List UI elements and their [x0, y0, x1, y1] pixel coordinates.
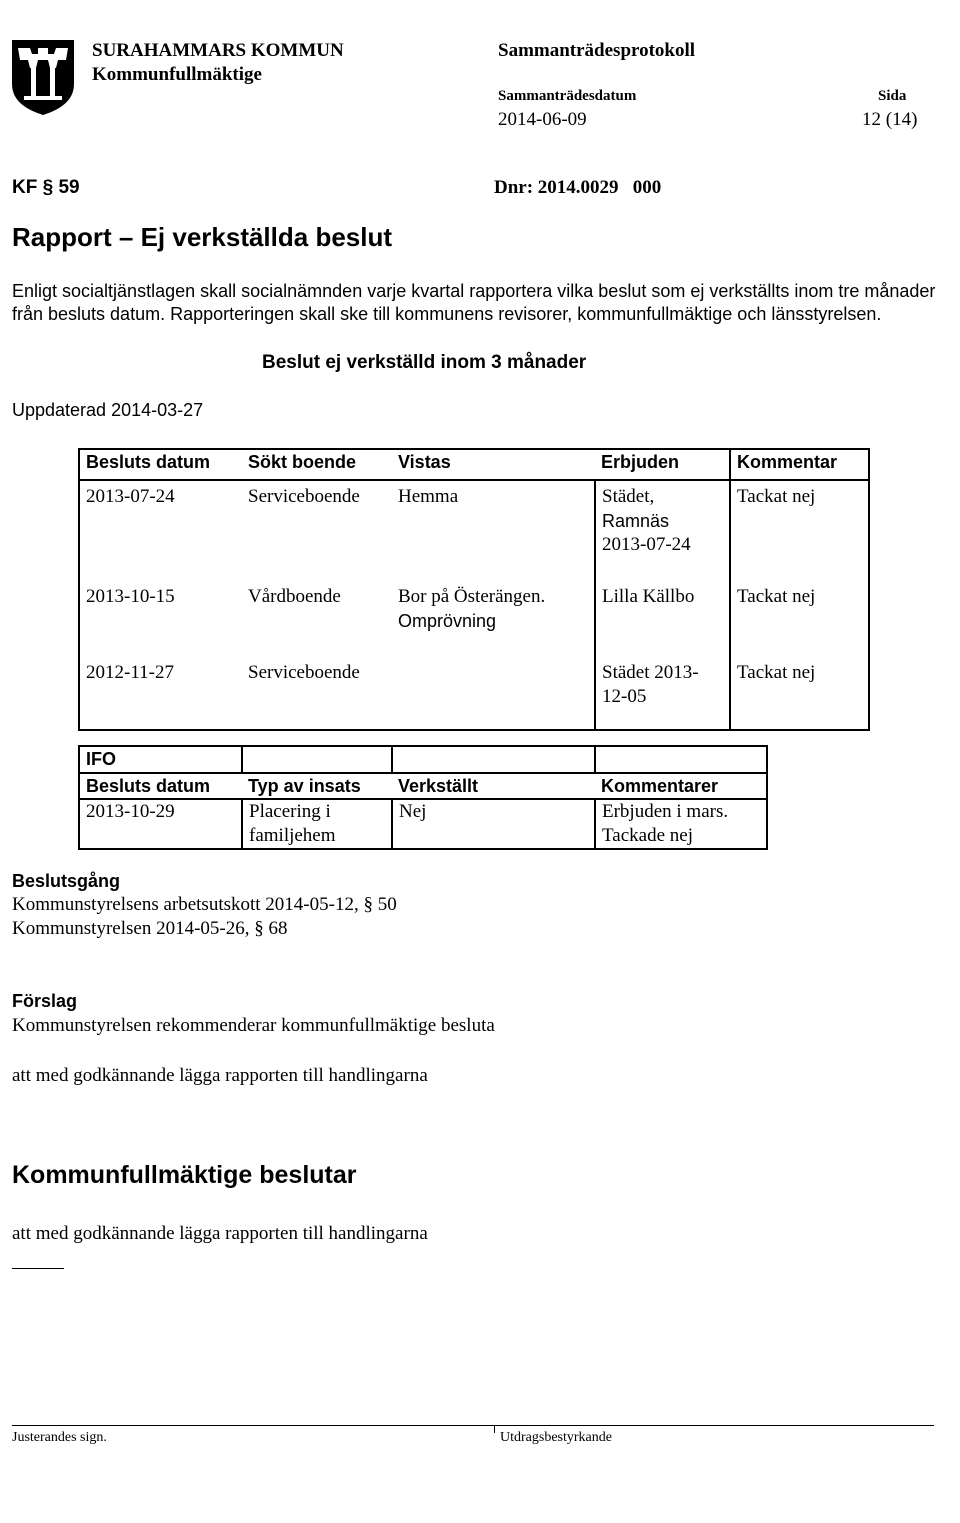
- cell-line: Omprövning: [398, 611, 497, 631]
- decision-process-line: Kommunstyrelsens arbetsutskott 2014-05-12, § 50: [12, 894, 397, 915]
- cell-date: 2012-11-27: [86, 662, 174, 683]
- cell-offered: [595, 655, 730, 730]
- decision-line: att med godkännande lägga rapporten till handlingarna: [12, 1223, 428, 1244]
- footer-rule: [12, 1425, 934, 1426]
- cell-line: 2013-07-24: [602, 534, 691, 555]
- cell-comment: Tackat nej: [730, 480, 869, 579]
- column-header: Kommentar: [730, 449, 869, 480]
- column-header: Typ av insats: [248, 776, 361, 796]
- decision-process-heading: Beslutsgång: [12, 871, 121, 891]
- ifo-table: [78, 745, 768, 850]
- table-header-row: [79, 773, 767, 799]
- org-name: SURAHAMMARS KOMMUN: [92, 40, 344, 61]
- column-header: Besluts datum: [86, 776, 211, 796]
- cell-line: Hemma: [398, 486, 459, 507]
- column-header: Erbjuden: [595, 449, 730, 480]
- cell-housing: Serviceboende: [248, 662, 360, 683]
- case-diary-number: Dnr: 2014.0029 000: [494, 177, 662, 198]
- footer-certification-label: Utdragsbestyrkande: [500, 1430, 612, 1445]
- table-row: [79, 799, 767, 849]
- page-label: Sida: [878, 88, 907, 104]
- cell-housing: Serviceboende: [248, 486, 360, 507]
- cell-housing: Vårdboende: [248, 586, 341, 607]
- cell-offered: [595, 480, 730, 579]
- cell-line: Ramnäs: [602, 511, 670, 531]
- unexecuted-decisions-table: [78, 448, 870, 731]
- case-title: Rapport – Ej verkställda beslut: [12, 222, 393, 252]
- decision-heading: Kommunfullmäktige beslutar: [12, 1161, 357, 1189]
- proposal-line: Kommunstyrelsen rekommenderar kommunfullmäktige besluta: [12, 1015, 495, 1036]
- cell-executed: Nej: [392, 799, 595, 849]
- column-header: Kommentarer: [601, 776, 719, 796]
- empty-cell: [392, 746, 595, 773]
- column-header: Sökt boende: [242, 449, 392, 480]
- cell-line: Placering i: [249, 801, 331, 822]
- column-header: Besluts datum: [79, 449, 242, 480]
- table-row: [79, 480, 869, 579]
- table1-title: Beslut ej verkställd inom 3 månader: [262, 352, 587, 373]
- meeting-date-label: Sammanträdesdatum: [498, 88, 637, 104]
- page-number: 12 (14): [862, 109, 918, 130]
- column-header: Verkställt: [398, 776, 479, 796]
- cell-comments: [595, 799, 767, 849]
- cell-line: Tackade nej: [602, 825, 693, 846]
- proposal-line: att med godkännande lägga rapporten till handlingarna: [12, 1065, 428, 1086]
- cell-date: 2013-07-24: [86, 486, 175, 507]
- end-rule: [12, 1268, 64, 1269]
- cell-comment: Tackat nej: [730, 655, 869, 730]
- section-label: IFO: [79, 746, 242, 773]
- cell-type: [242, 799, 392, 849]
- table-row: [79, 579, 869, 655]
- footer-signature-label: Justerandes sign.: [12, 1430, 107, 1445]
- table1-updated: Uppdaterad 2014-03-27: [12, 400, 204, 420]
- cell-line: familjehem: [249, 825, 336, 846]
- cell-line: Städet,: [602, 486, 655, 507]
- table-row: [79, 655, 869, 730]
- case-paragraph-number: KF § 59: [12, 177, 80, 198]
- cell-line: Bor på Österängen.: [398, 586, 546, 607]
- table-section-row: [79, 746, 767, 773]
- proposal-heading: Förslag: [12, 991, 78, 1011]
- cell-date: 2013-10-15: [86, 586, 175, 607]
- table-header-row: [79, 449, 869, 480]
- cell-date: 2013-10-29: [79, 799, 242, 849]
- cell-residence: [392, 655, 595, 730]
- column-header: Vistas: [392, 449, 595, 480]
- cell-residence: [392, 480, 595, 579]
- cell-line: Erbjuden i mars.: [602, 801, 729, 822]
- empty-cell: [242, 746, 392, 773]
- municipal-crest-icon: [10, 38, 76, 116]
- footer-divider: [494, 1425, 495, 1433]
- decision-process-line: Kommunstyrelsen 2014-05-26, § 68: [12, 918, 288, 939]
- cell-offered: Lilla Källbo: [595, 579, 730, 655]
- cell-comment: Tackat nej: [730, 579, 869, 655]
- meeting-date-value: 2014-06-09: [498, 109, 587, 130]
- org-unit: Kommunfullmäktige: [92, 64, 262, 85]
- case-intro-text: Enligt socialtjänstlagen skall socialnämnden varje kvartal rapportera vilka beslut som ej verkställts inom tre månader från besluts datum. Rapporteringen skall ske till kommunens revisorer, kommunfullmäktige och länsstyrelsen.: [12, 281, 936, 324]
- empty-cell: [595, 746, 767, 773]
- cell-line: 12-05: [602, 686, 647, 707]
- cell-residence: [392, 579, 595, 655]
- cell-line: Städet 2013-: [602, 662, 699, 683]
- document-type: Sammanträdesprotokoll: [498, 40, 696, 61]
